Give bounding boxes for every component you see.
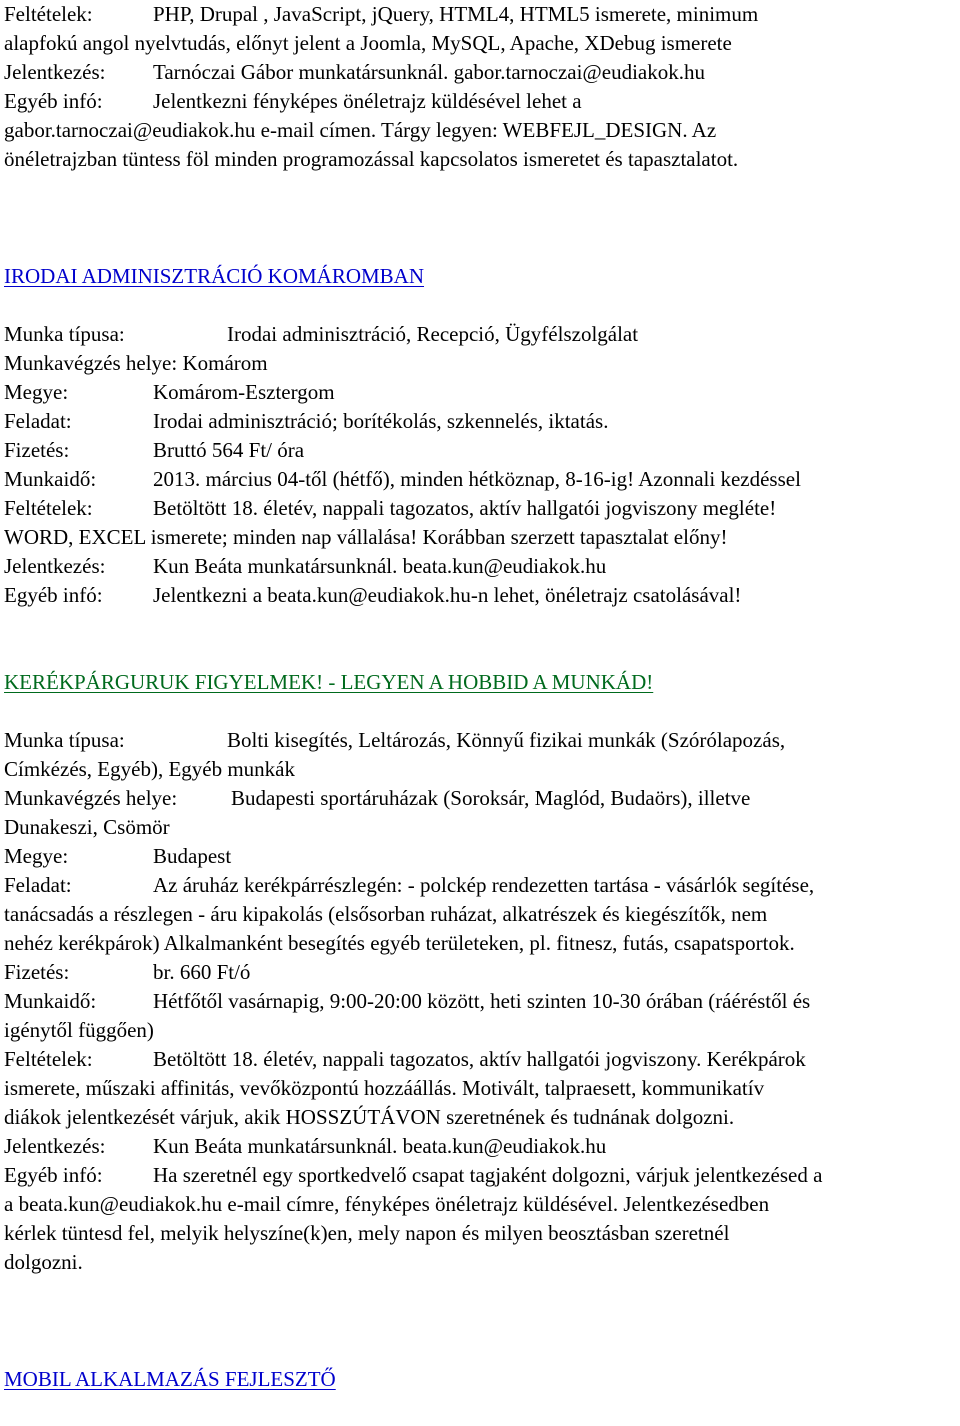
application-row bbox=[4, 1132, 958, 1161]
county-label: Megye: bbox=[4, 844, 69, 868]
job-type-row bbox=[4, 726, 958, 755]
work-location-label: Munkavégzés helye: bbox=[4, 351, 178, 375]
task-continued-2: nehéz kerékpárok) Alkalmanként besegítés egyéb területeken, pl. fitnesz, futás, csapatsportok. bbox=[4, 931, 795, 955]
salary-value: Bruttó 564 Ft/ óra bbox=[153, 438, 305, 462]
application-label: Jelentkezés: bbox=[4, 554, 106, 578]
working-hours-row bbox=[4, 465, 958, 494]
job-type-value: Irodai adminisztráció, Recepció, Ügyfélszolgálat bbox=[227, 322, 639, 346]
working-hours-label: Munkaidő: bbox=[4, 467, 97, 491]
work-location-value: Komárom bbox=[182, 351, 268, 375]
job-type-label: Munka típusa: bbox=[4, 728, 125, 752]
other-info-value: Ha szeretnél egy sportkedvelő csapat tagjaként dolgozni, várjuk jelentkezésed a bbox=[153, 1163, 823, 1187]
job-type-label: Munka típusa: bbox=[4, 322, 125, 346]
requirements-label: Feltételek: bbox=[4, 2, 93, 26]
application-label: Jelentkezés: bbox=[4, 1134, 106, 1158]
other-info-continued-2: önéletrajzban tüntess föl minden programozással kapcsolatos ismeretet és tapasztalatot. bbox=[4, 147, 739, 171]
work-location-value: Budapesti sportáruházak (Soroksár, Maglód, Budaörs), illetve bbox=[231, 786, 751, 810]
application-value: Kun Beáta munkatársunknál. beata.kun@eudiakok.hu bbox=[153, 554, 607, 578]
job-4-section bbox=[4, 1365, 958, 1394]
county-value: Budapest bbox=[153, 844, 232, 868]
other-info-continued-1: gabor.tarnoczai@eudiakok.hu e-mail címen. Tárgy legyen: WEBFEJL_DESIGN. Az bbox=[4, 118, 717, 142]
requirements-label: Feltételek: bbox=[4, 496, 93, 520]
task-row bbox=[4, 407, 958, 436]
working-hours-value: 2013. március 04-től (hétfő), minden hétköznap, 8-16-ig! Azonnali kezdéssel bbox=[153, 467, 801, 491]
other-info-continued-3: dolgozni. bbox=[4, 1250, 83, 1274]
requirements-label: Feltételek: bbox=[4, 1047, 93, 1071]
work-location-label: Munkavégzés helye: bbox=[4, 786, 178, 810]
work-location-row bbox=[4, 349, 958, 378]
salary-value: br. 660 Ft/ó bbox=[153, 960, 251, 984]
salary-row bbox=[4, 436, 958, 465]
other-info-continued-1: a beata.kun@eudiakok.hu e-mail címre, fényképes önéletrajz küldésével. Jelentkezésedben bbox=[4, 1192, 770, 1216]
work-location-continued: Dunakeszi, Csömör bbox=[4, 815, 170, 839]
job-1-requirements-row bbox=[4, 0, 958, 29]
job-1-application-row bbox=[4, 58, 958, 87]
other-info-row bbox=[4, 1161, 958, 1190]
county-value: Komárom-Esztergom bbox=[153, 380, 335, 404]
job-type-value: Bolti kisegítés, Leltározás, Könnyű fizikai munkák (Szórólapozás, bbox=[227, 728, 786, 752]
other-info-label: Egyéb infó: bbox=[4, 583, 103, 607]
county-row bbox=[4, 378, 958, 407]
task-value: Irodai adminisztráció; borítékolás, szkennelés, iktatás. bbox=[153, 409, 609, 433]
salary-label: Fizetés: bbox=[4, 960, 70, 984]
other-info-continued-2: kérlek tüntesd fel, melyik helyszíne(k)en, mely napon és milyen beosztásban szeretnél bbox=[4, 1221, 730, 1245]
job-2-section bbox=[4, 262, 958, 610]
salary-row bbox=[4, 958, 958, 987]
requirements-value: Betöltött 18. életév, nappali tagozatos, aktív hallgatói jogviszony megléte! bbox=[153, 496, 777, 520]
requirements-continued: WORD, EXCEL ismerete; minden nap vállalása! Korábban szerzett tapasztalat előny! bbox=[4, 525, 728, 549]
job-1-other-info-row bbox=[4, 87, 958, 116]
requirements-value: Betöltött 18. életév, nappali tagozatos, aktív hallgatói jogviszony. Kerékpárok bbox=[153, 1047, 806, 1071]
requirements-continued-2: diákok jelentkezését várjuk, akik HOSSZÚTÁVON szeretnének és tudnának dolgozni. bbox=[4, 1105, 735, 1129]
job-type-row bbox=[4, 320, 958, 349]
county-label: Megye: bbox=[4, 380, 69, 404]
job-2-title[interactable]: IRODAI ADMINISZTRÁCIÓ KOMÁROMBAN bbox=[4, 264, 425, 288]
working-hours-label: Munkaidő: bbox=[4, 989, 97, 1013]
task-row bbox=[4, 871, 958, 900]
task-label: Feladat: bbox=[4, 409, 72, 433]
other-info-label: Egyéb infó: bbox=[4, 89, 103, 113]
other-info-label: Egyéb infó: bbox=[4, 1163, 103, 1187]
job-1-section bbox=[4, 0, 958, 174]
task-continued-1: tanácsadás a részlegen - áru kipakolás (elsősorban ruházat, alkatrészek és kiegészítők, nem bbox=[4, 902, 768, 926]
requirements-value: PHP, Drupal , JavaScript, jQuery, HTML4, HTML5 ismerete, minimum bbox=[153, 2, 759, 26]
application-row bbox=[4, 552, 958, 581]
application-value: Tarnóczai Gábor munkatársunknál. gabor.tarnoczai@eudiakok.hu bbox=[153, 60, 705, 84]
job-4-title[interactable]: MOBIL ALKALMAZÁS FEJLESZTŐ bbox=[4, 1367, 336, 1391]
requirements-continued-1: ismerete, műszaki affinitás, vevőközpontú hozzáállás. Motivált, talpraesett, kommunikatív bbox=[4, 1076, 765, 1100]
working-hours-row bbox=[4, 987, 958, 1016]
other-info-row bbox=[4, 581, 958, 610]
job-type-continued: Címkézés, Egyéb), Egyéb munkák bbox=[4, 757, 296, 781]
job-listing-page bbox=[4, 0, 958, 1394]
task-value: Az áruház kerékpárrészlegén: - polckép rendezetten tartása - vásárlók segítése, bbox=[153, 873, 815, 897]
work-location-row bbox=[4, 784, 958, 813]
county-row bbox=[4, 842, 958, 871]
requirements-continued: alapfokú angol nyelvtudás, előnyt jelent a Joomla, MySQL, Apache, XDebug ismerete bbox=[4, 31, 732, 55]
job-3-section bbox=[4, 668, 958, 1277]
task-label: Feladat: bbox=[4, 873, 72, 897]
application-label: Jelentkezés: bbox=[4, 60, 106, 84]
application-value: Kun Beáta munkatársunknál. beata.kun@eudiakok.hu bbox=[153, 1134, 607, 1158]
working-hours-continued: igénytől függően) bbox=[4, 1018, 154, 1042]
other-info-value: Jelentkezni fényképes önéletrajz küldésével lehet a bbox=[153, 89, 582, 113]
requirements-row bbox=[4, 1045, 958, 1074]
requirements-row bbox=[4, 494, 958, 523]
salary-label: Fizetés: bbox=[4, 438, 70, 462]
job-3-title[interactable]: KERÉKPÁRGURUK FIGYELMEK! - LEGYEN A HOBBID A MUNKÁD! bbox=[4, 670, 654, 694]
other-info-value: Jelentkezni a beata.kun@eudiakok.hu-n lehet, önéletrajz csatolásával! bbox=[153, 583, 742, 607]
working-hours-value: Hétfőtől vasárnapig, 9:00-20:00 között, heti szinten 10-30 órában (ráéréstől és bbox=[153, 989, 811, 1013]
